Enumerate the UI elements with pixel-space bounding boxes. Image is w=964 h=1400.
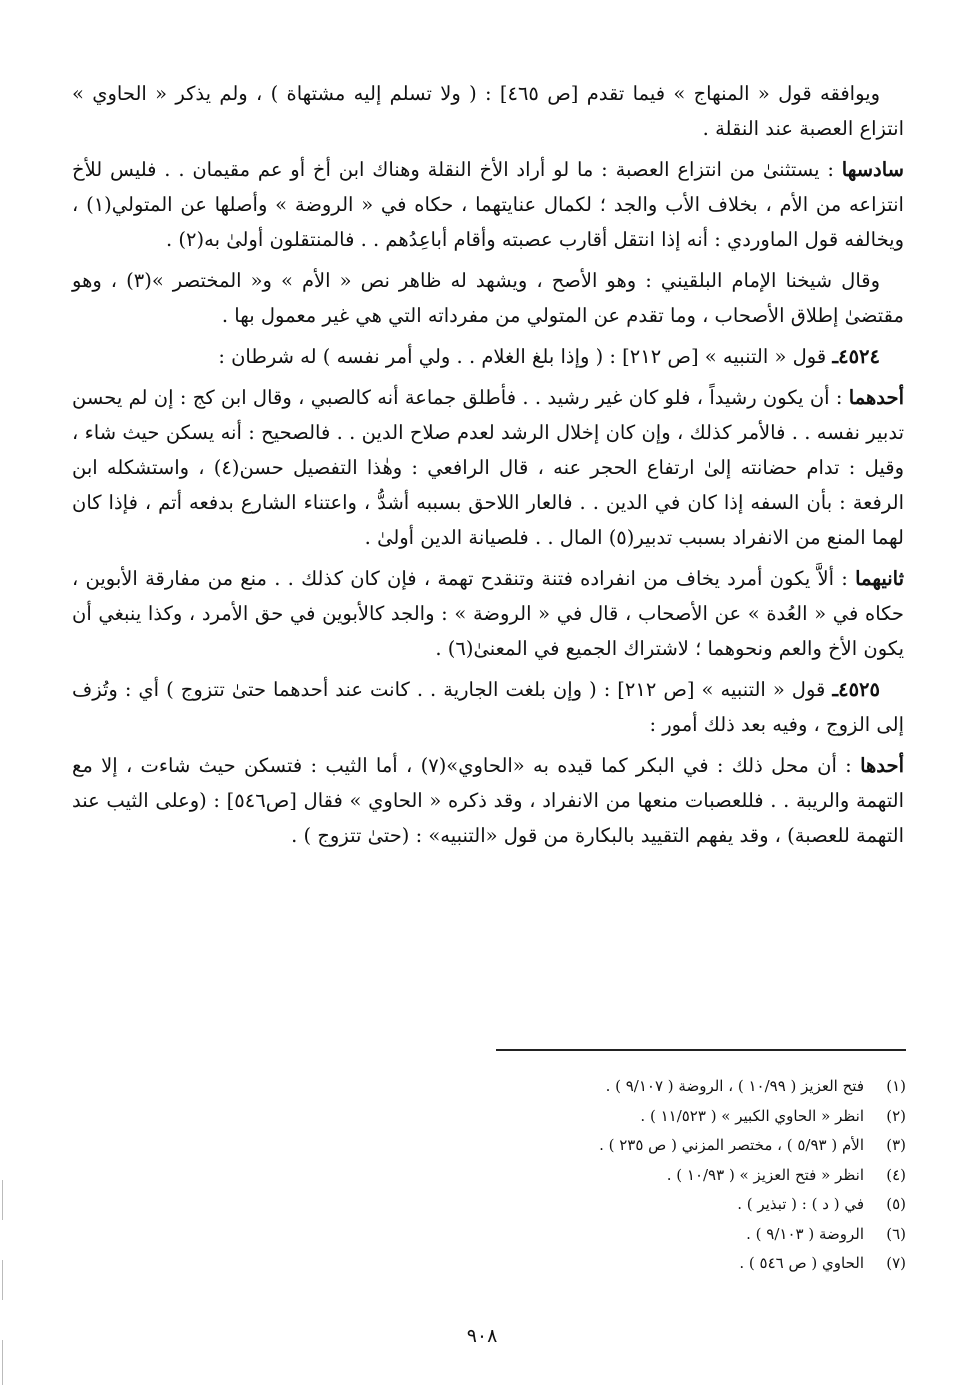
scan-edge-mark [2,1260,3,1300]
footnote [346,1131,906,1161]
footnote-text: انظر « فتح العزيز » ( ١٠/٩٣ ) . [666,1165,864,1184]
scan-edge-mark [2,1180,3,1220]
paragraph-lead: أحدها [860,754,904,777]
footnote [346,1249,906,1279]
footnote-number: (٤) [886,1165,906,1184]
issue-number: ٤٥٢٤ـ [832,345,880,368]
footnote-number: (٢) [886,1106,906,1125]
footnote [346,1190,906,1220]
paragraph-text: قول « التنبيه » [ص ٢١٢] : ( وإن بلغت الجارية . . كانت عند أحدهما حتىٰ تتزوج ) أي : وتُزف إلى الزوج ، وفيه بعد ذلك أمور : [72,678,904,736]
paragraph [72,672,904,742]
paragraph [72,339,904,374]
footnote-number: (٦) [886,1224,906,1243]
footnote-text: انظر « الحاوي الكبير » ( ١١/٥٢٣ ) . [640,1106,864,1125]
paragraph [72,152,904,257]
footnote-number: (٥) [886,1195,906,1213]
paragraph [72,380,904,555]
paragraph-text: : يستثنىٰ من انتزاع العصبة : ما لو أراد الأخ النقلة وهناك ابن أخ أو عم مقيمان . . فليس للأخ انتزاعه من الأم ، بخلاف الأب والجد ؛ لكمال عنايتهما ، حكاه في « الروضة » وأصلها عن المتولي(١) ، ويخالفه قول الماوردي : أنه إذا انتقل أقارب عصبته وأقام أباعِدُهم . . فالمنتقلون أولىٰ به(٢) . [72,158,904,251]
paragraph-lead: ثانيهما [855,567,904,590]
footnote [346,1161,906,1191]
paragraph-text: قول « التنبيه » [ص ٢١٢] : ( وإذا بلغ الغلام . . ولي أمر نفسه ) له شرطان : [218,345,827,368]
footnote-number: (١) [886,1077,906,1095]
paragraph-lead: أحدهما [848,386,905,409]
footnote-number: (٧) [886,1254,906,1272]
footnote-text: الروضة ( ٩/١٠٣ ) . [746,1224,864,1243]
footnote-text: الحاوي ( ص ٥٤٦ ) . [739,1254,864,1272]
main-text [72,76,904,859]
scan-edge-mark [2,1340,3,1385]
footnote-divider [496,1049,906,1051]
paragraph-lead: سادسها [841,158,904,181]
paragraph [72,76,904,146]
page-number: ٩٠٨ [466,1325,498,1347]
paragraph [72,263,904,333]
paragraph-text: وقال شيخنا الإمام البلقيني : وهو الأصح ، ويشهد له ظاهر نص « الأم » و« المختصر »(٣) ، وهو مقتضىٰ إطلاق الأصحاب ، وما تقدم عن المتولي من مفرداته التي هي غير معمول بها . [72,269,904,327]
footnotes-list [346,1072,906,1279]
paragraph [72,748,904,853]
footnote-text: فتح العزيز ( ١٠/٩٩ ) ، الروضة ( ٩/١٠٧ ) . [605,1077,864,1095]
footnote [346,1072,906,1102]
footnote [346,1220,906,1250]
paragraph-text: : ألاَّ يكون أمرد يخاف من انفراده فتنة وتنقدح تهمة ، فإن كان كذلك . . منع من مفارقة الأبوين ، حكاه في « العُدة » عن الأصحاب ، قال في « الروضة » : والجد كالأبوين في حق الأمرد ، وكذا ينبغي أن يكون الأخ والعم ونحوهما ؛ لاشتراك الجميع في المعنىٰ(٦) . [72,567,904,660]
footnote-text: في ( د ) : ( تبذير ) . [737,1195,864,1213]
footnote-text: الأم ( ٥/٩٣ ) ، مختصر المزني ( ص ٢٣٥ ) . [599,1136,864,1154]
footnote [346,1102,906,1132]
paragraph-text: : أن محل ذلك : في البكر كما قيده به «الحاوي»(٧) ، أما الثيب : فتسكن حيث شاءت ، إلا مع التهمة والريبة . . فللعصبات منعها من الانفراد ، وقد ذكره « الحاوي » فقال [ص٥٤٦] : (وعلى الثيب عند التهمة للعصبة) ، وقد يفهم التقييد بالبكارة من قول «التنبيه» : (حتىٰ تتزوج ) . [72,754,904,847]
paragraph [72,561,904,666]
paragraph-text: : أن يكون رشيداً ، فلو كان غير رشيد . . فأطلق جماعة أنه كالصبي ، وقال ابن كج : إن لم يحسن تدبير نفسه . . فالأمر كذلك ، وإن كان إخلال الرشد لعدم صلاح الدين . . فالصحيح : أنه يسكن حيث شاء ، وقيل : تدام حضانته إلىٰ ارتفاع الحجر عنه ، قال الرافعي : وهٰذا التفصيل حسن(٤) ، واستشكله ابن الرفعة : بأن السفه إذا كان في الدين . . فالعار اللاحق بسببه أشدُّ ، واعتناء الشارع بدفعه أتم ، فإذا كان لهما المنع من الانفراد بسبب تدبير(٥) المال . . فلصيانة الدين أولىٰ . [72,386,904,549]
footnote-number: (٣) [886,1136,906,1154]
paragraph-text: ويوافقه قول « المنهاج » فيما تقدم [ص ٤٦٥] : ( ولا تسلم إليه مشتهاة ) ، ولم يذكر « الحاوي » انتزاع العصبة عند النقلة . [72,82,904,140]
issue-number: ٤٥٢٥ـ [832,678,880,701]
